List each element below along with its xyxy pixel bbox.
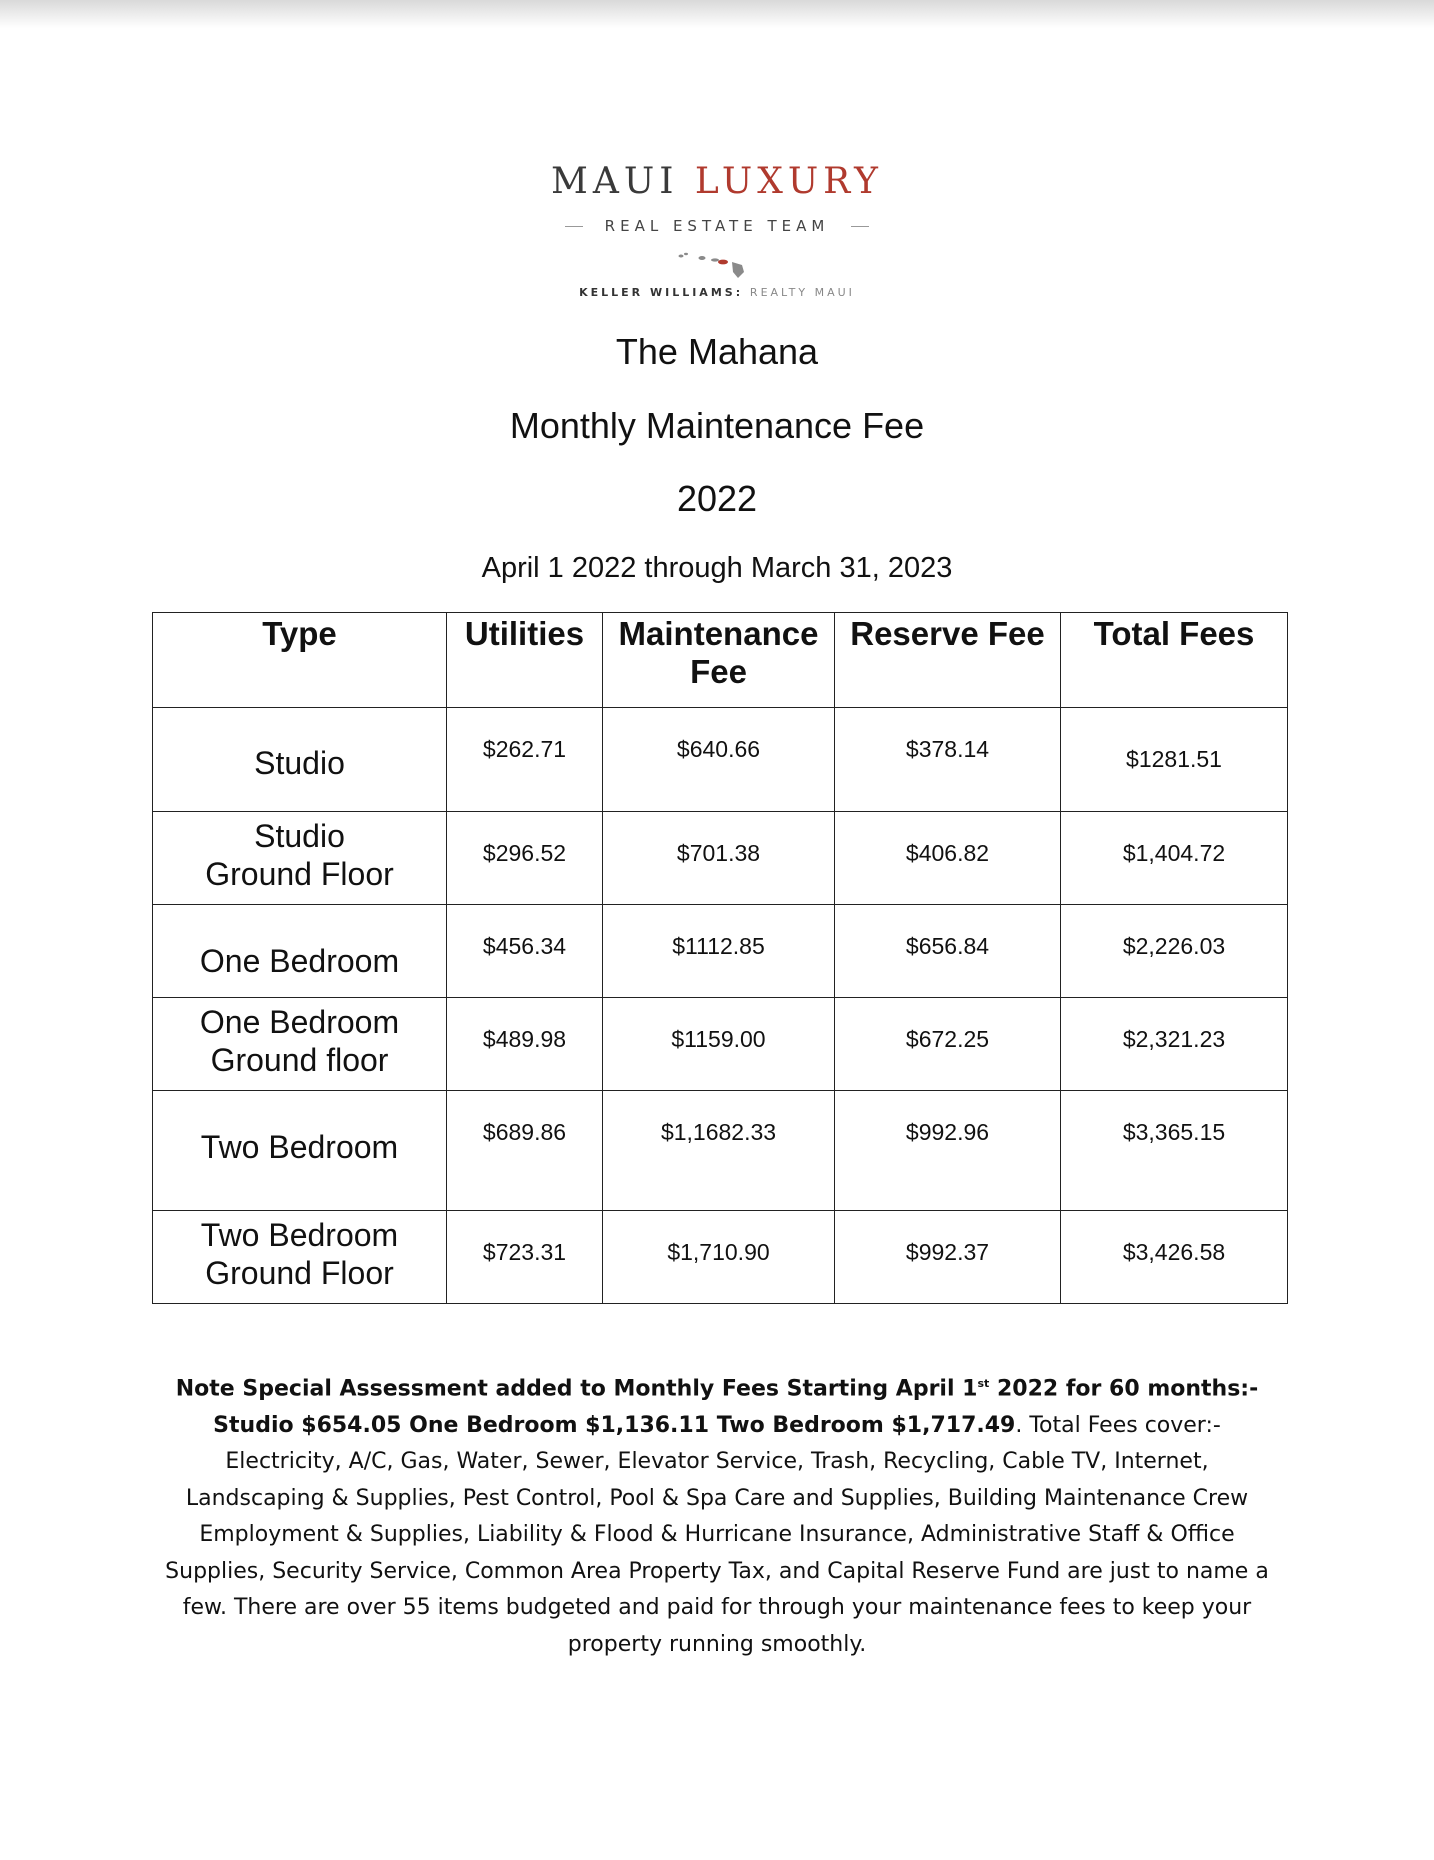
document-title: Monthly Maintenance Fee [509, 405, 925, 446]
table-header-row [153, 613, 1288, 708]
logo-broker [0, 286, 1434, 299]
note-bold-lead: Note Special Assessment added to Monthly Fees Starting April 1 [175, 1376, 978, 1402]
logo-title-luxury: LUXURY [694, 161, 883, 202]
type-line: Two Bedroom [200, 1129, 399, 1165]
logo-subtitle [0, 216, 1434, 236]
type-cell [153, 905, 447, 998]
type-cell [153, 708, 447, 812]
document-year: 2022 [676, 478, 758, 519]
reserve-fee-cell: $992.37 [835, 1211, 1061, 1304]
property-name: The Mahana [615, 331, 819, 372]
note-body-text: . Total Fees cover:-Electricity, A/C, Gas, Water, Sewer, Elevator Service, Trash, Recycling, Cable TV, Internet, Landscaping & Supplies, Pest Control, Pool & Spa Care and Supplies, Building Maintenance Crew Employment & Supplies, Liability & Flood & Hurricane Insurance, Administrative Staff & Office Supplies, Security Service, Common Area Property Tax, and Capital Reserve Fund are just to name a few. There are over 55 items budgeted and paid for through your maintenance fees to keep your property running smoothly. [165, 1412, 1269, 1657]
logo-broker-name: KELLER WILLIAMS [579, 286, 736, 299]
type-line: Ground Floor [205, 856, 394, 892]
logo-dash-right [851, 226, 869, 227]
total-fees-cell: $2,226.03 [1061, 905, 1288, 998]
table-row [153, 708, 1288, 812]
logo-title-maui: MAUI [551, 161, 679, 202]
logo-dash-left [565, 226, 583, 227]
maintenance-fee-cell: $1,710.90 [603, 1211, 835, 1304]
table-row [153, 998, 1288, 1091]
maintenance-fee-cell: $701.38 [603, 812, 835, 905]
type-line: Ground floor [210, 1042, 389, 1078]
utilities-cell: $456.34 [447, 905, 603, 998]
type-cell [153, 812, 447, 905]
type-line: Studio [254, 818, 345, 854]
note-bold-amounts: 2022 for 60 months:- Studio $654.05 One Bedroom $1,136.11 Two Bedroom $1,717.49 [213, 1376, 1259, 1438]
utilities-cell: $296.52 [447, 812, 603, 905]
type-line: Studio [254, 745, 345, 781]
type-cell [153, 998, 447, 1091]
logo-title [0, 158, 1434, 206]
reserve-fee-cell: $656.84 [835, 905, 1061, 998]
table-row [153, 905, 1288, 998]
reserve-fee-cell: $672.25 [835, 998, 1061, 1091]
table-row [153, 1211, 1288, 1304]
utilities-cell: $262.71 [447, 708, 603, 812]
column-header-utilities: Utilities [447, 613, 603, 708]
maintenance-fee-cell: $1159.00 [603, 998, 835, 1091]
company-logo [0, 158, 1434, 299]
logo-broker-office: REALTY MAUI [749, 286, 855, 299]
fees-table [152, 612, 1288, 1304]
column-header-type: Type [153, 613, 447, 708]
type-line: One Bedroom [199, 943, 400, 979]
note-ordinal-suffix: st [977, 1377, 990, 1390]
reserve-fee-cell: $378.14 [835, 708, 1061, 812]
special-assessment-note [160, 1366, 1274, 1663]
total-fees-cell: $1281.51 [1061, 708, 1288, 812]
page-top-shadow [0, 0, 1434, 28]
utilities-cell: $723.31 [447, 1211, 603, 1304]
total-fees-cell: $2,321.23 [1061, 998, 1288, 1091]
type-cell [153, 1211, 447, 1304]
logo-subtitle-text: REAL ESTATE TEAM [604, 217, 830, 235]
column-header-maintenance-fee: Maintenance Fee [603, 613, 835, 708]
reserve-fee-cell: $992.96 [835, 1091, 1061, 1211]
fee-period: April 1 2022 through March 31, 2023 [481, 552, 953, 584]
maintenance-fee-cell: $640.66 [603, 708, 835, 812]
table-row [153, 1091, 1288, 1211]
column-header-reserve-fee: Reserve Fee [835, 613, 1061, 708]
hawaii-islands-icon [672, 250, 762, 280]
utilities-cell: $689.86 [447, 1091, 603, 1211]
total-fees-cell: $1,404.72 [1061, 812, 1288, 905]
maintenance-fee-cell: $1,1682.33 [603, 1091, 835, 1211]
column-header-total-fees: Total Fees [1061, 613, 1288, 708]
utilities-cell: $489.98 [447, 998, 603, 1091]
table-row [153, 812, 1288, 905]
type-line: Two Bedroom [200, 1217, 399, 1253]
total-fees-cell: $3,426.58 [1061, 1211, 1288, 1304]
reserve-fee-cell: $406.82 [835, 812, 1061, 905]
type-line: One Bedroom [199, 1004, 400, 1040]
type-cell [153, 1091, 447, 1211]
total-fees-cell: $3,365.15 [1061, 1091, 1288, 1211]
type-line: Ground Floor [205, 1255, 394, 1291]
logo-broker-separator: : [735, 286, 750, 299]
maintenance-fee-cell: $1112.85 [603, 905, 835, 998]
